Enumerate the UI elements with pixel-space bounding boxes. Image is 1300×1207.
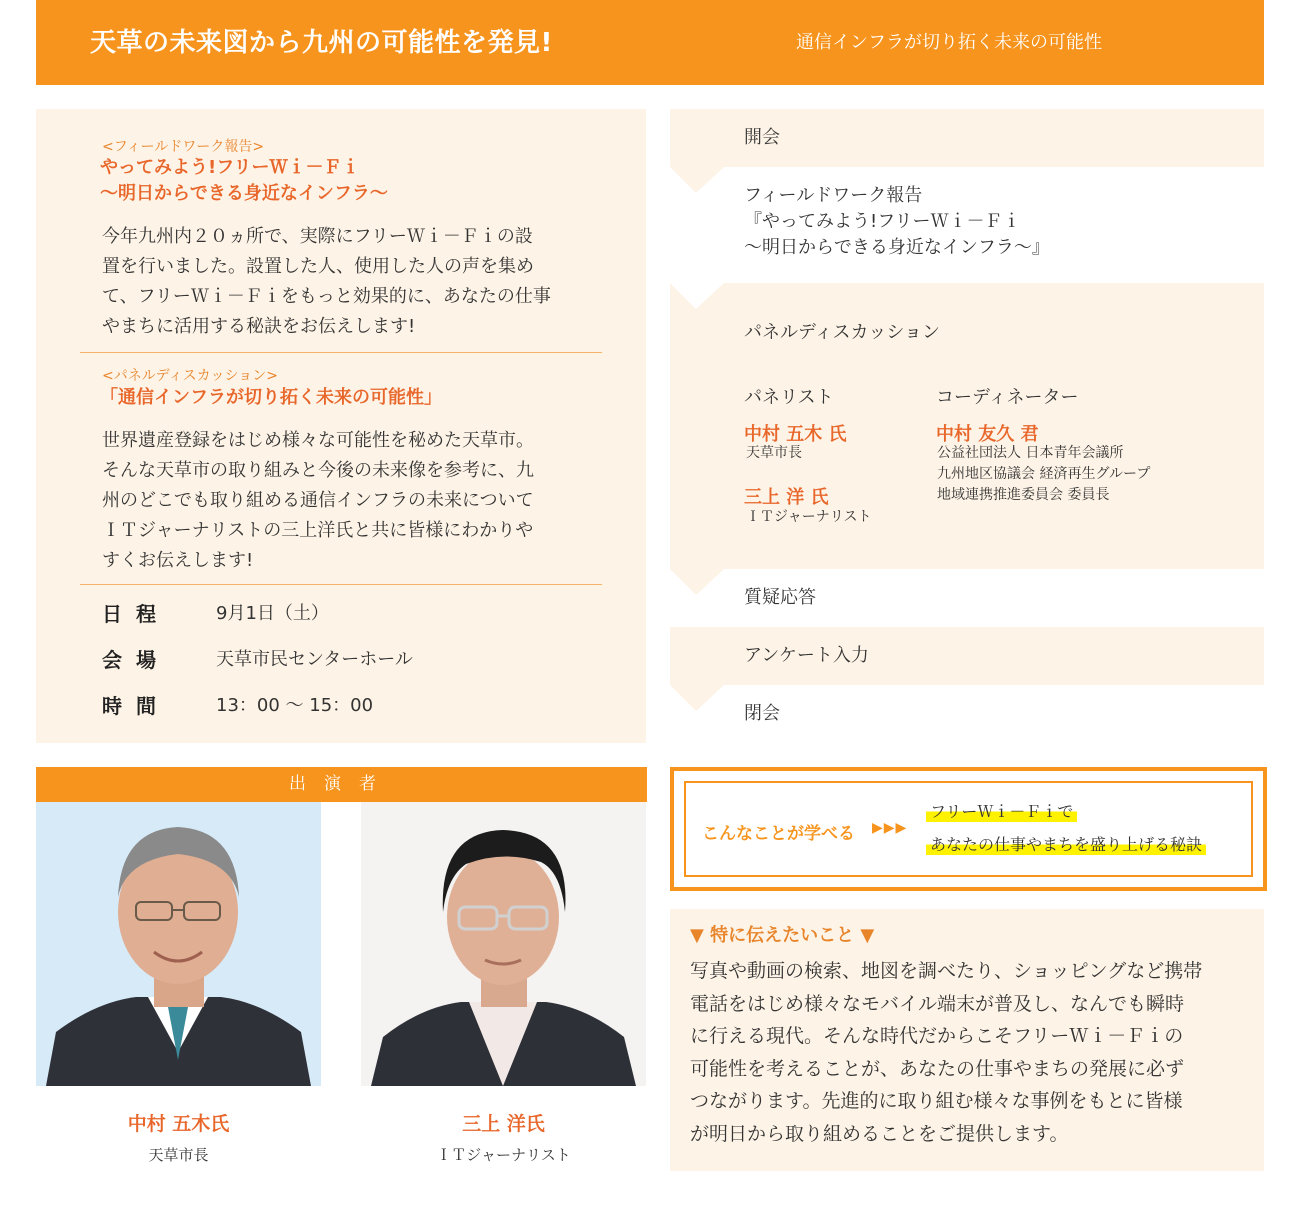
learn-box — [670, 767, 1267, 891]
date-value: 9月1日（土） — [216, 603, 329, 624]
panel-title: 「通信インフラが切り拓く未来の可能性」 — [100, 387, 442, 408]
venue-value: 天草市民センターホール — [216, 649, 413, 670]
panelist1-role: 天草市長 — [746, 445, 802, 461]
fieldwork-body-line: 置を行いました。設置した人、使用した人の声を集め — [102, 256, 534, 277]
flow-fieldwork-line2: 『やってみよう!フリーＷｉ－Ｆｉ — [744, 211, 1021, 232]
header-banner — [36, 0, 1264, 85]
message-body-line: に行える現代。そんな時代だからこそフリーＷｉ－Ｆｉの — [690, 1025, 1184, 1047]
fieldwork-label: <フィールドワーク報告> — [102, 139, 265, 155]
page-title: 天草の未来図から九州の可能性を発見! — [90, 28, 553, 58]
page-subtitle: 通信インフラが切り拓く未来の可能性 — [796, 32, 1102, 53]
flow-fieldwork-line3: ～明日からできる身近なインフラ～』 — [744, 237, 1050, 258]
coordinator-label: コーディネーター — [936, 387, 1079, 408]
learn-box-inner — [684, 781, 1253, 877]
message-body-line: 写真や動画の検索、地図を調べたり、ショッピングなど携帯 — [690, 960, 1203, 982]
coordinator-role-line3: 地域連携推進委員会 委員長 — [937, 487, 1110, 503]
fieldwork-body — [102, 222, 551, 342]
panel-label: <パネルディスカッション> — [102, 368, 278, 384]
flow-survey: アンケート入力 — [744, 645, 869, 666]
learn-highlight-line1: フリーＷｉ－Ｆｉで — [926, 799, 1077, 822]
fieldwork-body-line: やまちに活用する秘訣をお伝えします! — [102, 316, 416, 337]
panelist1-name: 中村 五木 氏 — [744, 424, 847, 445]
flow-step-shape — [670, 627, 1264, 711]
coordinator-role-line2: 九州地区協議会 経済再生グループ — [937, 466, 1151, 482]
message-body — [690, 955, 1250, 1150]
flow-panel: パネルディスカッション — [744, 322, 941, 343]
panelist2-name: 三上 洋 氏 — [744, 487, 829, 508]
time-value: 13：00 ～ 15：00 — [216, 695, 374, 716]
panel-body-line: 世界遺産登録をはじめ様々な可能性を秘めた天草市。 — [102, 430, 534, 451]
flow-step-shape — [670, 109, 1264, 193]
date-key: 日程 — [102, 602, 170, 626]
panel-body-line: そんな天草市の取り組みと今後の未来像を参考に、九 — [102, 460, 534, 481]
panel-body-line: ＩＴジャーナリストの三上洋氏と共に皆様にわかりや — [102, 520, 534, 541]
performer1-role: 天草市長 — [148, 1146, 209, 1164]
description-panel — [36, 109, 646, 743]
performer1-photo — [36, 802, 321, 1086]
fieldwork-title-line1: やってみよう!フリーＷｉ－Ｆｉ — [100, 157, 360, 178]
message-body-line: 電話をはじめ様々なモバイル端末が普及し、なんでも瞬時 — [690, 992, 1185, 1015]
coordinator-role-line1: 公益社団法人 日本青年会議所 — [937, 445, 1124, 461]
time-key: 時間 — [102, 694, 170, 718]
message-body-line: が明日から取り組めることをご提供します。 — [690, 1122, 1069, 1145]
message-body-line: つながります。先進的に取り組む様々な事例をもとに皆様 — [690, 1090, 1183, 1112]
section-divider — [80, 352, 602, 353]
performers-header: 出演者 — [36, 767, 647, 802]
message-heading: ▼ 特に伝えたいこと ▼ — [690, 925, 875, 946]
flow-qa: 質疑応答 — [744, 587, 816, 608]
panelist-label: パネリスト — [744, 387, 834, 408]
performer2-photo — [361, 802, 646, 1086]
section-divider — [80, 584, 602, 585]
message-panel — [670, 909, 1264, 1171]
panelist2-role: ＩＴジャーナリスト — [746, 509, 872, 525]
triple-arrow-icon: ▶▶▶ — [872, 820, 908, 836]
performer1-name: 中村 五木氏 — [127, 1113, 230, 1135]
program-flow — [670, 109, 1264, 741]
fieldwork-body-line: 今年九州内２０ヵ所で、実際にフリーＷｉ－Ｆｉの設 — [102, 226, 533, 247]
venue-key: 会場 — [102, 648, 170, 672]
performer2-name: 三上 洋氏 — [462, 1113, 545, 1135]
panel-body-line: すくお伝えします! — [102, 550, 254, 571]
message-body-line: 可能性を考えることが、あなたの仕事やまちの発展に必ず — [690, 1057, 1185, 1080]
panel-body-line: 州のどこでも取り組める通信インフラの未来について — [102, 490, 534, 511]
learn-label: こんなことが学べる — [702, 824, 855, 844]
fieldwork-body-line: て、フリーＷｉ－Ｆｉをもっと効果的に、あなたの仕事 — [102, 286, 551, 307]
performer2-portrait — [361, 802, 646, 1086]
learn-highlight-line2: あなたの仕事やまちを盛り上げる秘訣 — [926, 832, 1206, 855]
flow-opening: 開会 — [744, 127, 780, 148]
panel-body — [102, 426, 534, 576]
performer2-role: ＩＴジャーナリスト — [436, 1146, 571, 1164]
performer1-portrait — [36, 802, 321, 1086]
flow-closing: 閉会 — [744, 703, 780, 724]
flow-fieldwork-line1: フィールドワーク報告 — [744, 185, 923, 206]
fieldwork-title-line2: ～明日からできる身近なインフラ～ — [100, 183, 388, 204]
coordinator-name: 中村 友久 君 — [936, 424, 1039, 445]
